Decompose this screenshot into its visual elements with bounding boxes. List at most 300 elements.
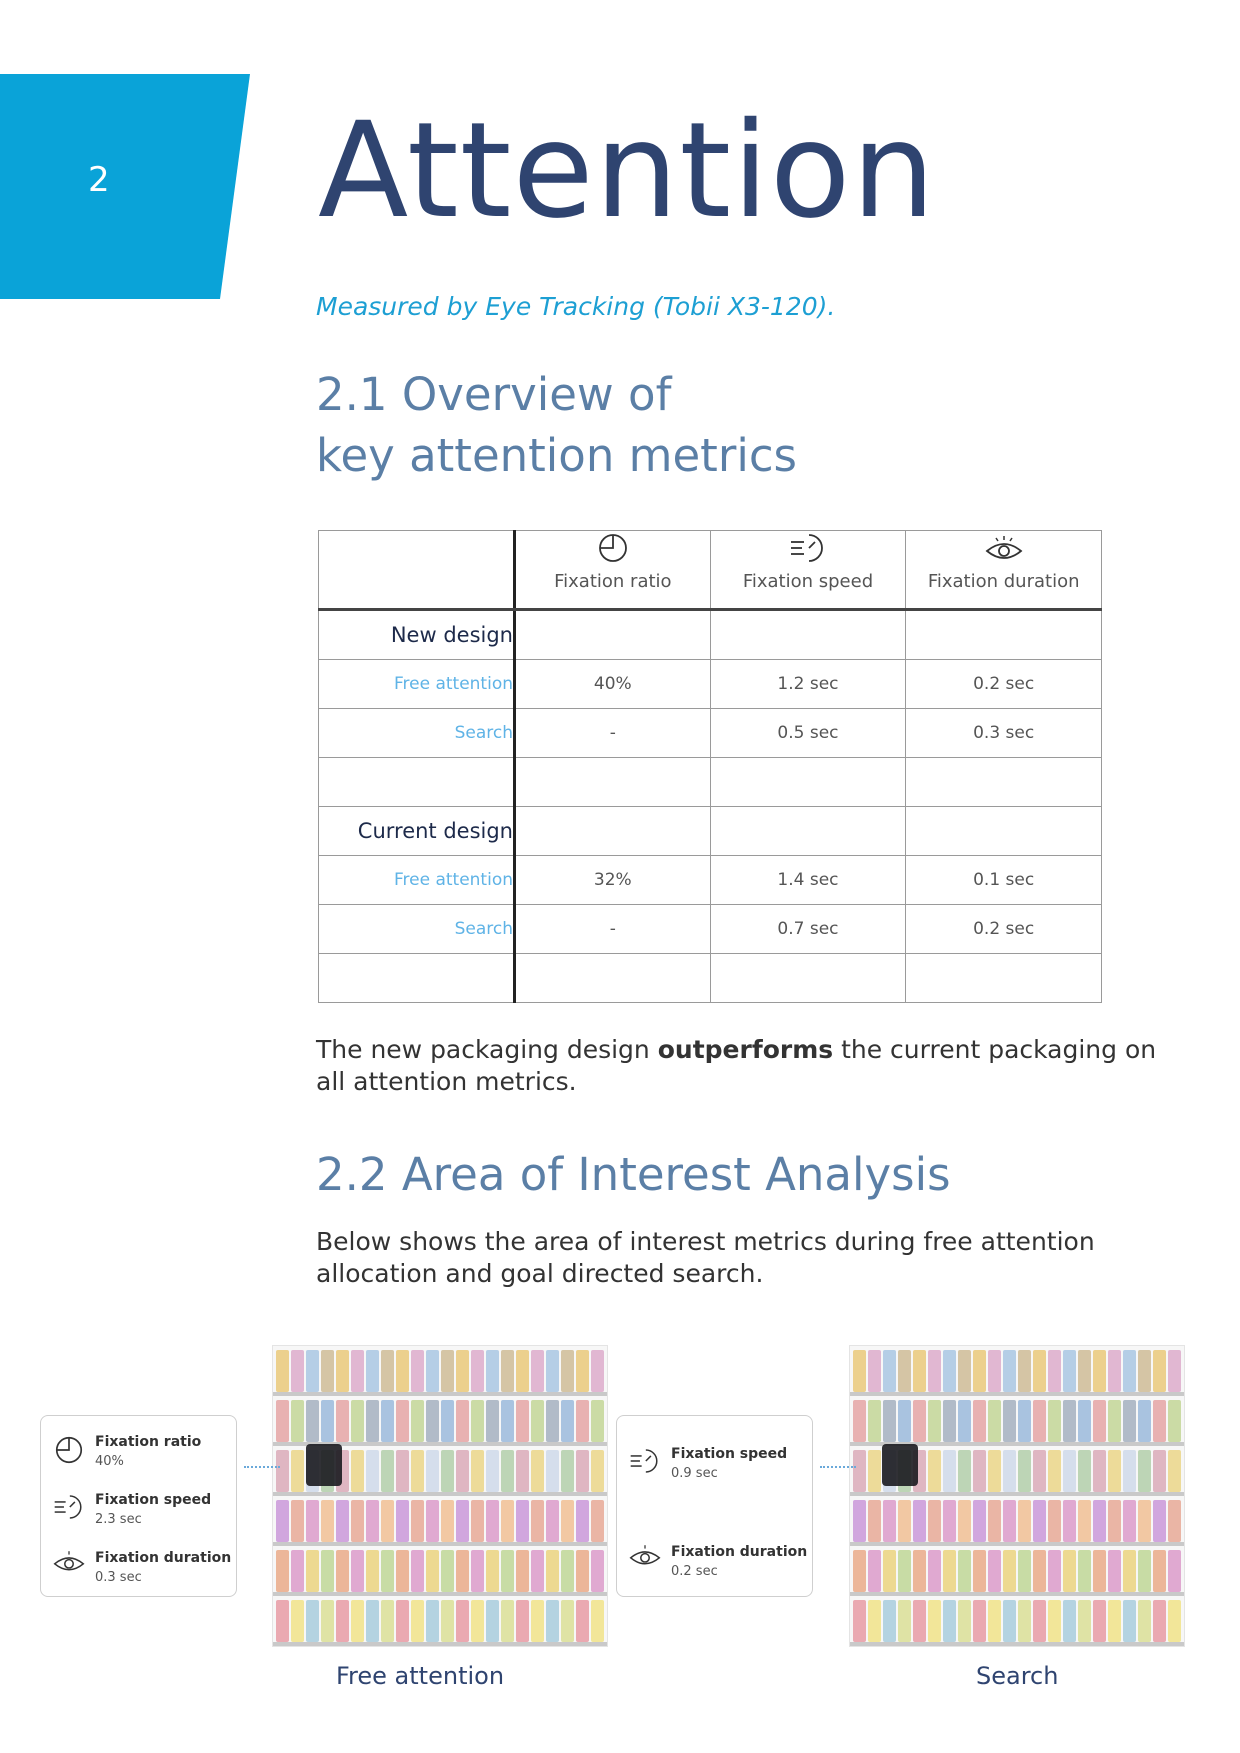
- product: [591, 1500, 604, 1542]
- table-row: [319, 660, 1102, 709]
- product: [913, 1600, 926, 1642]
- product: [531, 1500, 544, 1542]
- product: [943, 1400, 956, 1442]
- page-title: Attention: [318, 94, 937, 248]
- product: [546, 1400, 559, 1442]
- free-attention-shelf-image: [272, 1345, 608, 1647]
- product: [1033, 1450, 1046, 1492]
- product: [1093, 1550, 1106, 1592]
- product: [1123, 1600, 1136, 1642]
- product: [291, 1450, 304, 1492]
- table-cell: 40%: [515, 660, 711, 709]
- product: [883, 1350, 896, 1392]
- metric-name: Fixation duration: [95, 1550, 232, 1566]
- product: [441, 1400, 454, 1442]
- product: [1063, 1450, 1076, 1492]
- product: [1063, 1500, 1076, 1542]
- product: [1153, 1500, 1166, 1542]
- product: [531, 1400, 544, 1442]
- product: [276, 1550, 289, 1592]
- product: [1003, 1450, 1016, 1492]
- product: [988, 1600, 1001, 1642]
- product: [1033, 1400, 1046, 1442]
- product: [291, 1500, 304, 1542]
- table-cell: 0.3 sec: [906, 709, 1102, 758]
- product: [1003, 1400, 1016, 1442]
- eye-icon: [985, 535, 1023, 565]
- product: [426, 1600, 439, 1642]
- chapter-tab: [0, 74, 250, 299]
- shelf-band: [273, 1600, 607, 1642]
- product: [1078, 1450, 1091, 1492]
- product: [426, 1450, 439, 1492]
- product: [943, 1500, 956, 1542]
- product: [456, 1450, 469, 1492]
- empty-cell: [906, 954, 1102, 1003]
- shelf-plank: [850, 1392, 1184, 1396]
- conclusion-post: the current packaging on all attention metrics.: [316, 1035, 1157, 1096]
- product: [501, 1550, 514, 1592]
- product: [958, 1550, 971, 1592]
- product: [396, 1500, 409, 1542]
- product: [486, 1500, 499, 1542]
- product: [456, 1400, 469, 1442]
- product: [501, 1450, 514, 1492]
- product: [1138, 1400, 1151, 1442]
- product: [1123, 1350, 1136, 1392]
- metric-row: [53, 1434, 201, 1469]
- product: [366, 1450, 379, 1492]
- product: [1078, 1400, 1091, 1442]
- product: [546, 1550, 559, 1592]
- product: [1108, 1500, 1121, 1542]
- product: [1153, 1550, 1166, 1592]
- product: [591, 1450, 604, 1492]
- shelf-plank: [850, 1592, 1184, 1596]
- product: [943, 1550, 956, 1592]
- table-row: [319, 856, 1102, 905]
- metric-value: 0.2 sec: [671, 1564, 718, 1579]
- product: [381, 1350, 394, 1392]
- shelf-band: [273, 1550, 607, 1592]
- product: [336, 1350, 349, 1392]
- section-2-1-heading-line1: 2.1 Overview of: [316, 368, 672, 421]
- row-label: Free attention: [319, 660, 515, 709]
- product: [1048, 1550, 1061, 1592]
- empty-cell: [319, 954, 515, 1003]
- product: [501, 1400, 514, 1442]
- product: [396, 1400, 409, 1442]
- product: [591, 1600, 604, 1642]
- product: [913, 1350, 926, 1392]
- product: [868, 1550, 881, 1592]
- empty-cell: [515, 610, 711, 660]
- column-label: Fixation duration: [927, 571, 1080, 592]
- empty-cell: [710, 610, 906, 660]
- product: [943, 1600, 956, 1642]
- spacer-row: [319, 758, 1102, 807]
- product: [441, 1600, 454, 1642]
- product: [501, 1600, 514, 1642]
- speed-icon: [789, 531, 827, 565]
- section-2-1-heading-line2: key attention metrics: [316, 429, 798, 482]
- empty-cell: [319, 758, 515, 807]
- table-header-row: [319, 531, 1102, 610]
- product: [276, 1350, 289, 1392]
- product: [1108, 1550, 1121, 1592]
- product: [576, 1400, 589, 1442]
- product: [501, 1350, 514, 1392]
- product: [291, 1600, 304, 1642]
- product: [411, 1550, 424, 1592]
- product: [1003, 1500, 1016, 1542]
- product: [336, 1600, 349, 1642]
- product: [1018, 1550, 1031, 1592]
- product: [516, 1450, 529, 1492]
- shelf-plank: [850, 1492, 1184, 1496]
- product: [381, 1400, 394, 1442]
- table-row: [319, 905, 1102, 954]
- product: [1078, 1600, 1091, 1642]
- table-corner-cell: [319, 531, 515, 610]
- product: [1123, 1400, 1136, 1442]
- empty-cell: [710, 954, 906, 1003]
- metric-value: 2.3 sec: [95, 1512, 142, 1527]
- metric-name: Fixation duration: [671, 1544, 808, 1560]
- product: [426, 1550, 439, 1592]
- product: [1078, 1350, 1091, 1392]
- area-of-interest-highlight: [882, 1444, 918, 1486]
- product: [396, 1350, 409, 1392]
- product: [1063, 1400, 1076, 1442]
- product: [1108, 1400, 1121, 1442]
- product: [276, 1400, 289, 1442]
- metric-value: 40%: [95, 1454, 124, 1469]
- product: [471, 1550, 484, 1592]
- product: [471, 1500, 484, 1542]
- product: [853, 1550, 866, 1592]
- product: [411, 1600, 424, 1642]
- product: [868, 1600, 881, 1642]
- product: [396, 1550, 409, 1592]
- product: [276, 1450, 289, 1492]
- row-label: Search: [319, 709, 515, 758]
- product: [1048, 1450, 1061, 1492]
- shelf-band: [850, 1550, 1184, 1592]
- product: [456, 1550, 469, 1592]
- shelf-plank: [850, 1642, 1184, 1646]
- free-attention-metrics-panel: [40, 1415, 237, 1597]
- product: [561, 1600, 574, 1642]
- empty-cell: [906, 610, 1102, 660]
- product: [351, 1450, 364, 1492]
- product: [306, 1350, 319, 1392]
- product: [883, 1500, 896, 1542]
- product: [486, 1550, 499, 1592]
- product: [1048, 1500, 1061, 1542]
- product: [441, 1550, 454, 1592]
- product: [1078, 1550, 1091, 1592]
- product: [366, 1350, 379, 1392]
- product: [1003, 1550, 1016, 1592]
- group-row-current-design: [319, 807, 1102, 856]
- product: [591, 1400, 604, 1442]
- product: [306, 1600, 319, 1642]
- product: [516, 1350, 529, 1392]
- product: [1153, 1450, 1166, 1492]
- shelf-plank: [273, 1492, 607, 1496]
- product: [883, 1400, 896, 1442]
- product: [1033, 1350, 1046, 1392]
- product: [411, 1350, 424, 1392]
- product: [486, 1350, 499, 1392]
- metric-row: [53, 1492, 211, 1527]
- speed-icon: [629, 1446, 661, 1476]
- product: [516, 1600, 529, 1642]
- product: [1153, 1400, 1166, 1442]
- product: [973, 1500, 986, 1542]
- column-header-fixation-ratio: [515, 531, 711, 610]
- spacer-row: [319, 954, 1102, 1003]
- product: [943, 1450, 956, 1492]
- product: [306, 1550, 319, 1592]
- shelf-band: [850, 1400, 1184, 1442]
- product: [913, 1500, 926, 1542]
- product: [1108, 1600, 1121, 1642]
- empty-cell: [906, 807, 1102, 856]
- product: [1033, 1500, 1046, 1542]
- eye-icon: [629, 1544, 661, 1570]
- pie-icon: [53, 1434, 85, 1466]
- area-of-interest-highlight: [306, 1444, 342, 1486]
- product: [381, 1450, 394, 1492]
- table-cell: 0.1 sec: [906, 856, 1102, 905]
- eye-icon: [53, 1550, 85, 1576]
- speed-icon: [53, 1492, 85, 1522]
- product: [1153, 1600, 1166, 1642]
- product: [1168, 1550, 1181, 1592]
- group-label: New design: [319, 610, 515, 660]
- product: [366, 1500, 379, 1542]
- product: [351, 1600, 364, 1642]
- product: [321, 1550, 334, 1592]
- product: [1138, 1350, 1151, 1392]
- product: [1048, 1600, 1061, 1642]
- connector-line: [820, 1466, 856, 1468]
- pie-icon: [596, 531, 630, 565]
- product: [1018, 1450, 1031, 1492]
- metric-value: 0.3 sec: [95, 1570, 142, 1585]
- product: [868, 1400, 881, 1442]
- product: [958, 1400, 971, 1442]
- product: [336, 1400, 349, 1442]
- conclusion-bold: outperforms: [657, 1035, 834, 1064]
- empty-cell: [515, 807, 711, 856]
- table-cell: 0.5 sec: [710, 709, 906, 758]
- product: [973, 1400, 986, 1442]
- empty-cell: [515, 758, 711, 807]
- shelf-band: [850, 1350, 1184, 1392]
- product: [868, 1350, 881, 1392]
- product: [351, 1400, 364, 1442]
- product: [988, 1400, 1001, 1442]
- product: [381, 1500, 394, 1542]
- product: [531, 1600, 544, 1642]
- product: [561, 1550, 574, 1592]
- product: [1078, 1500, 1091, 1542]
- shelf-band: [850, 1600, 1184, 1642]
- product: [291, 1400, 304, 1442]
- group-label: Current design: [319, 807, 515, 856]
- product: [1048, 1400, 1061, 1442]
- column-header-fixation-speed: [710, 531, 906, 610]
- product: [411, 1400, 424, 1442]
- product: [561, 1400, 574, 1442]
- product: [853, 1500, 866, 1542]
- product: [276, 1600, 289, 1642]
- product: [321, 1350, 334, 1392]
- product: [913, 1400, 926, 1442]
- product: [913, 1550, 926, 1592]
- section-2-2-description: Below shows the area of interest metrics during free attention allocation and goal directed search.: [316, 1227, 1095, 1288]
- product: [1018, 1600, 1031, 1642]
- product: [898, 1550, 911, 1592]
- product: [1153, 1350, 1166, 1392]
- section-2-2-heading: 2.2 Area of Interest Analysis: [316, 1148, 951, 1201]
- search-shelf-image: [849, 1345, 1185, 1647]
- product: [1093, 1450, 1106, 1492]
- product: [853, 1350, 866, 1392]
- product: [411, 1500, 424, 1542]
- table-cell: 0.2 sec: [906, 660, 1102, 709]
- product: [501, 1500, 514, 1542]
- product: [516, 1550, 529, 1592]
- product: [928, 1500, 941, 1542]
- conclusion-pre: The new packaging design: [316, 1035, 658, 1064]
- product: [973, 1550, 986, 1592]
- product: [531, 1350, 544, 1392]
- column-header-fixation-duration: [906, 531, 1102, 610]
- product: [1138, 1450, 1151, 1492]
- product: [1018, 1400, 1031, 1442]
- product: [576, 1550, 589, 1592]
- product: [561, 1500, 574, 1542]
- product: [381, 1550, 394, 1592]
- product: [853, 1400, 866, 1442]
- empty-cell: [710, 758, 906, 807]
- product: [441, 1450, 454, 1492]
- product: [576, 1350, 589, 1392]
- product: [1063, 1550, 1076, 1592]
- product: [1168, 1500, 1181, 1542]
- product: [943, 1350, 956, 1392]
- product: [291, 1550, 304, 1592]
- metric-row: [629, 1544, 807, 1579]
- table-cell: 0.7 sec: [710, 905, 906, 954]
- product: [516, 1500, 529, 1542]
- product: [1018, 1500, 1031, 1542]
- product: [1003, 1350, 1016, 1392]
- page-subtitle: Measured by Eye Tracking (Tobii X3-120).: [316, 292, 836, 321]
- product: [351, 1350, 364, 1392]
- shelf-plank: [273, 1542, 607, 1546]
- table-cell: -: [515, 905, 711, 954]
- product: [456, 1350, 469, 1392]
- product: [471, 1350, 484, 1392]
- metric-name: Fixation ratio: [95, 1434, 202, 1450]
- product: [1003, 1600, 1016, 1642]
- product: [366, 1400, 379, 1442]
- column-label: Fixation ratio: [554, 571, 672, 592]
- product: [1018, 1350, 1031, 1392]
- section-2-1-heading: [316, 364, 797, 486]
- shelf-band: [273, 1500, 607, 1542]
- product: [306, 1500, 319, 1542]
- product: [321, 1400, 334, 1442]
- metric-value: 0.9 sec: [671, 1466, 718, 1481]
- product: [546, 1500, 559, 1542]
- product: [336, 1500, 349, 1542]
- product: [486, 1400, 499, 1442]
- shelf-plank: [273, 1392, 607, 1396]
- product: [336, 1550, 349, 1592]
- product: [366, 1550, 379, 1592]
- table-cell: 0.2 sec: [906, 905, 1102, 954]
- shelf-plank: [273, 1642, 607, 1646]
- product: [486, 1450, 499, 1492]
- product: [898, 1400, 911, 1442]
- product: [426, 1350, 439, 1392]
- product: [591, 1550, 604, 1592]
- product: [1138, 1550, 1151, 1592]
- product: [853, 1600, 866, 1642]
- product: [958, 1600, 971, 1642]
- row-label: Free attention: [319, 856, 515, 905]
- table-cell: 1.2 sec: [710, 660, 906, 709]
- product: [988, 1450, 1001, 1492]
- product: [546, 1350, 559, 1392]
- product: [441, 1500, 454, 1542]
- empty-cell: [906, 758, 1102, 807]
- product: [1123, 1450, 1136, 1492]
- product: [1093, 1600, 1106, 1642]
- metric-row: [629, 1446, 787, 1481]
- group-row-new-design: [319, 610, 1102, 660]
- product: [1093, 1350, 1106, 1392]
- product: [1033, 1600, 1046, 1642]
- product: [1168, 1350, 1181, 1392]
- table-cell: 1.4 sec: [710, 856, 906, 905]
- product: [561, 1350, 574, 1392]
- product: [1168, 1450, 1181, 1492]
- product: [1138, 1600, 1151, 1642]
- product: [351, 1500, 364, 1542]
- product: [411, 1450, 424, 1492]
- product: [1108, 1450, 1121, 1492]
- conclusion-text: [316, 1034, 1176, 1098]
- product: [516, 1400, 529, 1442]
- product: [988, 1550, 1001, 1592]
- connector-line: [244, 1466, 280, 1468]
- metric-row: [53, 1550, 231, 1585]
- product: [883, 1600, 896, 1642]
- product: [868, 1450, 881, 1492]
- product: [576, 1500, 589, 1542]
- product: [1033, 1550, 1046, 1592]
- product: [898, 1600, 911, 1642]
- product: [1123, 1550, 1136, 1592]
- product: [456, 1600, 469, 1642]
